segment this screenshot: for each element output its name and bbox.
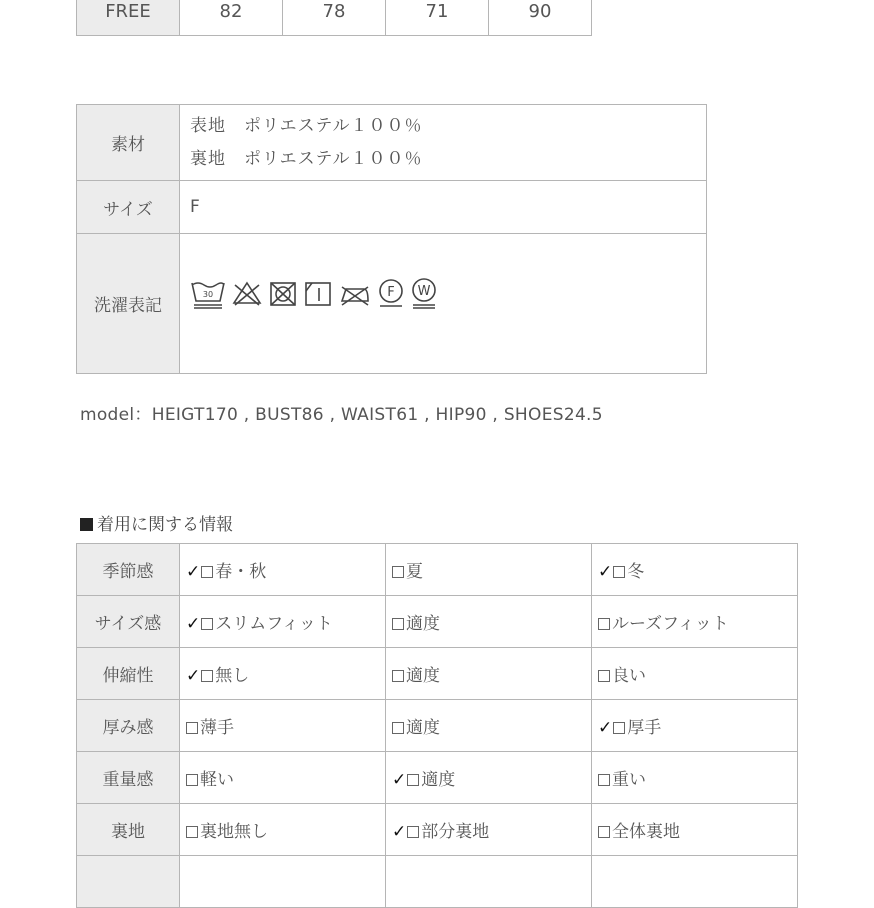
wear-row-label: 裏地 xyxy=(77,804,180,856)
wear-option xyxy=(386,752,592,804)
wear-option xyxy=(592,596,798,648)
wear-option xyxy=(386,544,592,596)
size-label: サイズ xyxy=(77,181,180,234)
wet-clean-letter: W xyxy=(417,283,431,299)
line-dry-icon xyxy=(303,279,333,309)
wear-row-label: サイズ感 xyxy=(77,596,180,648)
size-value: F xyxy=(180,181,707,234)
washing-value xyxy=(180,234,707,374)
wear-row xyxy=(77,648,798,700)
wear-option xyxy=(386,648,592,700)
wear-option xyxy=(180,752,386,804)
material-outer: 表地 ポリエステル１００％ xyxy=(190,115,423,136)
wear-option-text: 良い xyxy=(612,666,646,686)
wear-info-table xyxy=(76,543,798,908)
checkbox-icon xyxy=(186,774,198,786)
size-value-cell: 90 xyxy=(489,0,592,36)
checkbox-icon xyxy=(186,826,198,838)
wear-option-cropped xyxy=(180,856,386,908)
wear-option-text: 春・秋 xyxy=(215,562,267,582)
wear-label-cropped xyxy=(77,856,180,908)
size-table xyxy=(76,0,592,36)
check-mark-icon: ✓ xyxy=(392,822,407,842)
checkbox-icon xyxy=(598,618,610,630)
checkbox-icon xyxy=(201,566,213,578)
size-name-cell: FREE xyxy=(77,0,180,36)
wear-option-cropped xyxy=(592,856,798,908)
size-value-cell: 78 xyxy=(283,0,386,36)
model-info: model：HEIGT170 , BUST86 , WAIST61 , HIP90 , SHOES24.5 xyxy=(80,405,603,425)
wear-row xyxy=(77,700,798,752)
material-lining: 裏地 ポリエステル１００％ xyxy=(190,148,423,169)
checkbox-icon xyxy=(392,722,404,734)
iron-low-icon xyxy=(338,279,372,309)
wear-option xyxy=(592,804,798,856)
checkbox-icon xyxy=(201,618,213,630)
wear-option xyxy=(592,544,798,596)
wear-row-label: 季節感 xyxy=(77,544,180,596)
material-row xyxy=(77,105,707,181)
wear-option-text: スリムフィット xyxy=(215,614,333,634)
wear-option-text: 軽い xyxy=(200,770,234,790)
checkbox-icon xyxy=(598,826,610,838)
wear-row-cropped xyxy=(77,856,798,908)
wear-row xyxy=(77,752,798,804)
wear-row xyxy=(77,596,798,648)
wear-option xyxy=(386,596,592,648)
material-value xyxy=(180,105,707,181)
checkbox-icon xyxy=(613,722,625,734)
wear-option-text: 全体裏地 xyxy=(612,822,680,842)
wear-option-text: 薄手 xyxy=(200,718,234,738)
wear-option-text: 無し xyxy=(215,666,250,686)
checkbox-icon xyxy=(407,826,419,838)
size-value-cell: 71 xyxy=(386,0,489,36)
size-row xyxy=(77,0,592,36)
wear-option xyxy=(386,804,592,856)
wear-option xyxy=(180,648,386,700)
washing-row xyxy=(77,234,707,374)
wear-row-label: 厚み感 xyxy=(77,700,180,752)
size-value-cell: 82 xyxy=(180,0,283,36)
checkbox-icon xyxy=(407,774,419,786)
wear-option xyxy=(592,648,798,700)
wear-row xyxy=(77,804,798,856)
checkbox-icon xyxy=(598,774,610,786)
wear-row xyxy=(77,544,798,596)
wash-temp-label: 30 xyxy=(202,289,214,299)
checkbox-icon xyxy=(613,566,625,578)
size-spec-row xyxy=(77,181,707,234)
checkbox-icon xyxy=(598,670,610,682)
wear-info-heading xyxy=(80,510,233,535)
wear-option-text: 適度 xyxy=(421,770,456,790)
check-mark-icon: ✓ xyxy=(392,770,407,790)
wear-option-text: 適度 xyxy=(406,666,440,686)
wear-option-text: 部分裏地 xyxy=(421,822,490,842)
wear-row-label: 伸縮性 xyxy=(77,648,180,700)
checkbox-icon xyxy=(392,566,404,578)
no-tumble-dry-icon xyxy=(268,279,298,309)
washing-icons xyxy=(190,277,706,311)
washing-label: 洗濯表記 xyxy=(77,234,180,374)
wash-30-icon xyxy=(190,279,226,309)
wear-option-text: 適度 xyxy=(406,614,440,634)
wear-option xyxy=(592,700,798,752)
material-label: 素材 xyxy=(77,105,180,181)
wear-option xyxy=(180,804,386,856)
dry-clean-letter: F xyxy=(387,284,395,300)
wear-info-heading-text: 着用に関する情報 xyxy=(97,515,233,535)
wear-option xyxy=(180,596,386,648)
check-mark-icon: ✓ xyxy=(186,614,201,634)
wear-option-text: 裏地無し xyxy=(200,822,268,842)
checkbox-icon xyxy=(392,618,404,630)
dry-clean-f-icon xyxy=(377,278,405,310)
wear-option-text: 夏 xyxy=(406,562,423,582)
wear-row-label: 重量感 xyxy=(77,752,180,804)
square-bullet-icon xyxy=(80,518,93,531)
checkbox-icon xyxy=(392,670,404,682)
checkbox-icon xyxy=(201,670,213,682)
wear-option xyxy=(386,700,592,752)
check-mark-icon: ✓ xyxy=(186,562,201,582)
wear-option xyxy=(592,752,798,804)
wear-option-text: ルーズフィット xyxy=(612,614,729,634)
spec-table xyxy=(76,104,707,374)
wear-option-cropped xyxy=(386,856,592,908)
wear-option-text: 厚手 xyxy=(627,718,662,738)
wet-clean-w-icon xyxy=(410,277,438,311)
no-bleach-icon xyxy=(231,279,263,309)
check-mark-icon: ✓ xyxy=(186,666,201,686)
checkbox-icon xyxy=(186,722,198,734)
wear-option-text: 重い xyxy=(612,770,646,790)
wear-option-text: 適度 xyxy=(406,718,440,738)
wear-option xyxy=(180,544,386,596)
check-mark-icon: ✓ xyxy=(598,718,613,738)
wear-option-text: 冬 xyxy=(627,562,645,582)
wear-option xyxy=(180,700,386,752)
check-mark-icon: ✓ xyxy=(598,562,613,582)
